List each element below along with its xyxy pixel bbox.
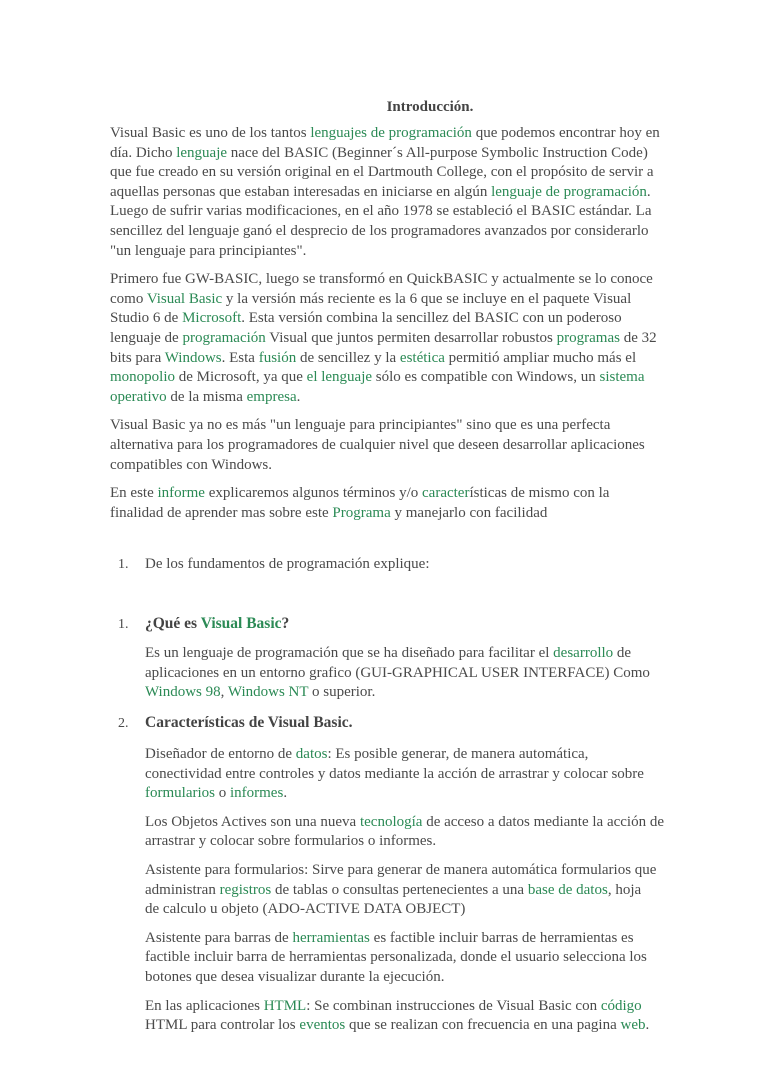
text-run: y manejarlo con facilidad <box>390 504 548 521</box>
glossary-link[interactable]: lenguajes de programación <box>310 125 472 141</box>
text-run: nace del BASIC (Beginner´s All-purpose Symbolic Instruction Code) <box>227 144 648 161</box>
text-line <box>110 144 710 164</box>
text-run: , <box>220 684 228 701</box>
list-number: 1. <box>118 557 129 573</box>
text-run: de calculo u objeto (ADO-ACTIVE DATA OBJECT) <box>145 901 466 918</box>
text-line <box>110 124 710 144</box>
glossary-link[interactable]: empresa <box>246 388 297 405</box>
text-line <box>145 929 710 949</box>
list-item-text: De los fundamentos de programación explique: <box>145 556 430 573</box>
definition-paragraph <box>145 644 710 703</box>
text-run: de sencillez y la <box>296 349 400 366</box>
text-run: es factible incluir barras de herramientas es <box>369 929 634 946</box>
text-run: . <box>283 785 288 802</box>
glossary-link[interactable]: estética <box>399 349 445 366</box>
feature-paragraph <box>145 861 710 920</box>
text-line <box>145 900 710 920</box>
glossary-link[interactable]: Microsoft <box>182 310 242 327</box>
text-line <box>145 765 710 785</box>
glossary-link[interactable]: web <box>620 1017 646 1034</box>
text-run: Los Objetos Actives son una nueva <box>145 813 360 830</box>
text-line <box>145 664 710 684</box>
glossary-link[interactable]: programas <box>556 329 620 346</box>
list-item-fundamentals <box>110 555 710 575</box>
feature-paragraph <box>145 929 710 988</box>
text-line <box>110 290 710 310</box>
text-line <box>110 183 710 203</box>
glossary-link[interactable]: Visual Basic <box>146 290 223 307</box>
glossary-link[interactable]: lenguaje <box>176 144 228 161</box>
glossary-link[interactable]: eventos <box>299 1017 346 1034</box>
text-line <box>145 644 710 664</box>
glossary-link[interactable]: HTML <box>263 997 307 1014</box>
text-line <box>110 202 710 222</box>
feature-paragraph <box>145 997 710 1036</box>
text-line <box>145 784 710 804</box>
text-run: Visual Basic es uno de los tantos <box>110 125 311 141</box>
glossary-link[interactable]: tecnología <box>359 813 423 830</box>
text-line <box>145 813 710 833</box>
text-run: En las aplicaciones <box>145 997 264 1014</box>
feature-paragraph <box>145 745 710 804</box>
visual-basic-link[interactable]: Visual Basic <box>200 615 282 633</box>
glossary-link[interactable]: lenguaje de programación <box>491 183 647 200</box>
text-line <box>110 270 710 290</box>
text-run: bits para <box>110 349 165 366</box>
text-line <box>145 881 710 901</box>
section-heading-what-is-vb <box>145 613 710 635</box>
text-run: . Esta <box>221 349 259 366</box>
text-run: ísticas de mismo con la <box>469 485 610 502</box>
text-run: HTML para controlar los <box>145 1017 300 1034</box>
text-run: . <box>646 183 651 200</box>
modern-paragraph <box>110 416 710 475</box>
text-line <box>145 1016 710 1036</box>
text-line <box>110 309 710 329</box>
text-run: de 32 <box>619 329 657 346</box>
text-line <box>145 997 710 1017</box>
glossary-link[interactable]: formularios <box>145 785 215 802</box>
text-line <box>110 436 710 456</box>
text-run: Studio 6 de <box>110 310 183 327</box>
text-line <box>145 683 710 703</box>
glossary-link[interactable]: Windows 98 <box>145 684 221 701</box>
glossary-link[interactable]: programación <box>182 329 266 346</box>
text-line <box>110 242 710 262</box>
glossary-link[interactable]: el lenguaje <box>306 369 373 386</box>
glossary-link[interactable]: datos <box>295 746 328 763</box>
text-run: . <box>645 1017 650 1034</box>
text-run: Visual que juntos permiten desarrollar robustos <box>265 329 557 346</box>
text-run: "un lenguaje para principiantes". <box>110 242 307 259</box>
text-run: o <box>214 785 230 802</box>
text-run: aplicaciones en un entorno grafico (GUI-GRAPHICAL USER INTERFACE) Como <box>145 664 650 681</box>
glossary-link[interactable]: informe <box>157 485 205 502</box>
text-run: sólo es compatible con Windows, un <box>372 369 600 386</box>
glossary-link[interactable]: desarrollo <box>553 645 614 662</box>
text-run: . <box>296 388 301 405</box>
glossary-link[interactable]: fusión <box>258 349 297 366</box>
text-run: En este <box>110 485 158 502</box>
text-run: o superior. <box>308 684 376 701</box>
text-run: alternativa para los programadores de cualquier nivel que deseen desarrollar aplicaciones <box>110 436 645 453</box>
text-line <box>110 456 710 476</box>
text-run: de acceso a datos mediante la acción de <box>422 813 664 830</box>
text-run: sencillez del lenguaje ganó el desprecio de los programadores avanzados por considerarlo <box>110 222 649 239</box>
text-run: permitió ampliar mucho más el <box>444 349 637 366</box>
list-item-features <box>110 712 710 734</box>
list-number: 1. <box>118 617 129 633</box>
text-run: de tablas o consultas pertenecientes a una <box>271 881 528 898</box>
text-run: Visual Basic ya no es más "un lenguaje para principiantes" sino que es una perfecta <box>110 417 611 434</box>
text-run: de Microsoft, ya que <box>175 369 307 386</box>
glossary-link[interactable]: Windows <box>164 349 222 366</box>
text-run: Diseñador de entorno de <box>145 746 296 763</box>
text-run: : Es posible generar, de manera automática, <box>327 746 589 763</box>
text-run: Luego de sufrir varias modificaciones, en el año 1978 se estableció el BASIC estándar. La <box>110 203 652 220</box>
glossary-link[interactable]: caracter <box>422 485 470 502</box>
text-line <box>110 329 710 349</box>
text-run: que fue creado en su versión original en el Dartmouth College, con el propósito de servir a <box>110 164 654 181</box>
text-run: que se realizan con frecuencia en una pagina <box>345 1017 621 1034</box>
document-title: Introducción. <box>386 99 474 115</box>
text-line <box>110 504 710 524</box>
feature-paragraph <box>145 813 710 852</box>
text-run: administran <box>145 881 220 898</box>
glossary-link[interactable]: sistema <box>599 369 645 386</box>
text-run: que podemos encontrar hoy en <box>471 125 660 141</box>
list-item-what-is-vb <box>110 613 710 635</box>
heading-text: ? <box>281 615 290 633</box>
text-line <box>110 416 710 436</box>
text-run: explicaremos algunos términos y/o <box>204 485 423 502</box>
text-run: factible incluir barra de herramientas personalizada, donde el usuario selecciona los <box>145 949 647 966</box>
text-line <box>145 968 710 988</box>
text-line <box>110 163 710 183</box>
text-line <box>145 832 710 852</box>
text-run: lenguaje de <box>110 329 183 346</box>
text-run: : Se combinan instrucciones de Visual Basic con <box>306 997 601 1014</box>
list-number: 2. <box>118 716 129 732</box>
glossary-link[interactable]: operativo <box>110 388 167 405</box>
glossary-link[interactable]: registros <box>219 881 272 898</box>
text-line <box>110 349 710 369</box>
text-line <box>110 484 710 504</box>
glossary-link[interactable]: Windows NT <box>227 684 309 701</box>
glossary-link[interactable]: herramientas <box>292 929 370 946</box>
glossary-link[interactable]: informes <box>229 785 284 802</box>
text-line <box>145 745 710 765</box>
glossary-link[interactable]: Programa <box>332 504 391 521</box>
text-line <box>110 388 710 408</box>
text-run: Asistente para barras de <box>145 929 293 946</box>
glossary-link[interactable]: monopolio <box>110 369 176 386</box>
text-run: botones que desea visualizar durante la ejecución. <box>145 969 445 985</box>
heading-text: ¿Qué es <box>145 615 201 633</box>
text-run: , hoja <box>607 881 642 898</box>
glossary-link[interactable]: base de datos <box>527 881 608 898</box>
text-run: conectividad entre controles y datos mediante la acción de arrastrar y colocar sobre <box>145 765 644 782</box>
text-run: finalidad de aprender mas sobre este <box>110 504 333 521</box>
text-line <box>110 368 710 388</box>
text-run: y la versión más reciente es la 6 que se incluye en el paquete Visual <box>222 290 632 307</box>
history-paragraph <box>110 270 710 407</box>
text-run: de <box>613 645 632 662</box>
text-run: día. Dicho <box>110 144 177 161</box>
text-line <box>110 222 710 242</box>
text-run: aquellas personas que estaban interesadas en iniciarse en algún <box>110 183 492 200</box>
section-heading-features: Características de Visual Basic. <box>145 714 353 732</box>
text-run: . Esta versión combina la sencillez del BASIC con un poderoso <box>241 310 622 327</box>
text-run: como <box>110 290 147 307</box>
report-paragraph <box>110 484 710 523</box>
text-run: compatibles con Windows. <box>110 456 273 473</box>
text-line <box>145 948 710 968</box>
text-run: Es un lenguaje de programación que se ha diseñado para facilitar el <box>145 645 554 662</box>
text-line <box>145 861 710 881</box>
text-run: Asistente para formularios: Sirve para generar de manera automática formularios que <box>145 862 657 879</box>
intro-paragraph <box>110 124 710 261</box>
text-run: arrastrar y colocar sobre formularios o informes. <box>145 833 437 850</box>
glossary-link[interactable]: código <box>600 997 642 1014</box>
text-run: Primero fue GW-BASIC, luego se transformó en QuickBASIC y actualmente se lo conoce <box>110 271 653 288</box>
text-run: de la misma <box>166 388 247 405</box>
